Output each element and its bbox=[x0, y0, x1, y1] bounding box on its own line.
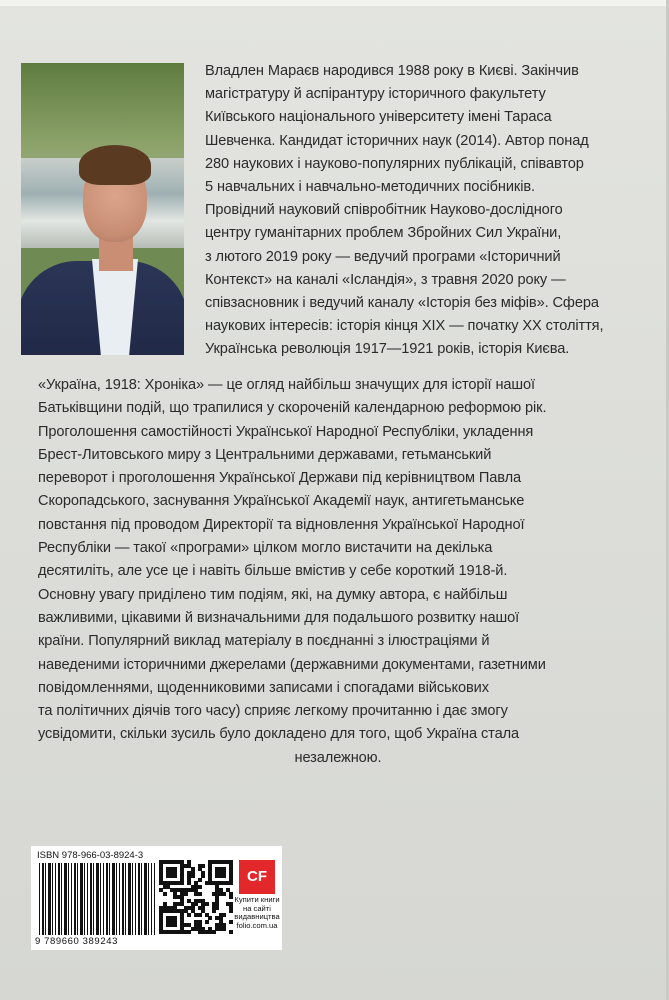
qr-code[interactable] bbox=[159, 860, 233, 934]
bio-line: центру гуманітарних проблем Збройних Сил України, bbox=[205, 225, 562, 242]
page-top-edge bbox=[0, 0, 669, 6]
description-line: «Україна, 1918: Хроніка» — це огляд найбільш значущих для історії нашої bbox=[38, 377, 535, 393]
description-line: усвідомити, скільки зусиль було докладено для того, щоб Україна стала bbox=[38, 726, 520, 743]
description-line: Проголошення самостійності Української Народної Республіки, укладення bbox=[38, 423, 534, 440]
book-description bbox=[38, 374, 638, 770]
bio-line: магістратуру й аспірантуру історичного факультету bbox=[205, 86, 546, 103]
buy-text-line: видавництва bbox=[234, 912, 280, 922]
barcode-number: 9 789660 389243 bbox=[35, 936, 118, 947]
description-line: повідомленнями, щоденниковими записами і спогадами військових bbox=[38, 679, 489, 696]
bio-line: Провідний науковий співробітник Науково-дослідного bbox=[205, 202, 563, 219]
bio-line: 5 навчальних і навчально-методичних посібників. bbox=[205, 179, 535, 196]
bio-line: 280 наукових і науково-популярних публікацій, співавтор bbox=[205, 155, 584, 172]
barcode-bars bbox=[39, 863, 155, 935]
description-line: Скоропадського, заснування Української Академії наук, антигетьманське bbox=[38, 493, 525, 510]
bio-line: Контекст» на каналі «Ісландія», з травня 2020 року — bbox=[205, 271, 566, 288]
description-line: Брест-Литовського миру з Центральними державами, гетьманський bbox=[38, 446, 492, 463]
buy-text-line: Купити книги bbox=[234, 895, 280, 904]
publisher-website[interactable]: folio.com.ua bbox=[236, 920, 278, 930]
description-line: десятиліть, але усе це і навіть більше вмістив у себе короткий 1918-й. bbox=[38, 563, 508, 580]
description-line: Батьківщини подій, що трапилися у скороченій календарною реформою рік. bbox=[38, 400, 547, 417]
description-line: Республіки — такої «програми» цілком могло вистачити на декілька bbox=[38, 540, 493, 557]
bio-line: наукових інтересів: історія кінця XIX — початку XX століття, bbox=[205, 318, 604, 335]
description-line: незалежною. bbox=[294, 749, 382, 766]
description-line: повстання під проводом Директорії та відновлення Української Народної bbox=[38, 516, 525, 533]
author-bio bbox=[205, 60, 660, 362]
description-line: важливими, цікавими й визначальними для подальшого розвитку нашої bbox=[38, 609, 520, 626]
description-line: наведеними історичними джерелами (державними документами, газетними bbox=[38, 656, 546, 673]
author-photo bbox=[21, 63, 184, 355]
publisher-logo: CF bbox=[239, 860, 275, 894]
buy-books-note bbox=[234, 896, 280, 930]
bio-line: Владлен Мараєв народився 1988 року в Києві. Закінчив bbox=[205, 63, 579, 79]
bio-line: з лютого 2019 року — ведучий програми «Історичний bbox=[205, 248, 561, 265]
isbn-label: ISBN 978-966-03-8924-3 bbox=[37, 850, 144, 861]
description-line: та політичних діячів того часу) сприяє легкому прочитанню і дає змогу bbox=[38, 703, 508, 720]
bio-line: співзасновник і ведучий каналу «Історія без міфів». Сфера bbox=[205, 295, 599, 312]
barcode-panel bbox=[31, 846, 282, 950]
bio-line: Шевченка. Кандидат історичних наук (2014). Автор понад bbox=[205, 132, 589, 149]
bio-line: Українська революція 1917—1921 років, історія Києва. bbox=[205, 341, 570, 358]
description-line: Основну увагу приділено тим подіям, які, на думку автора, є найбільш bbox=[38, 586, 508, 603]
bio-line: Київського національного університету імені Тараса bbox=[205, 109, 552, 126]
description-line: переворот і проголошення Української Держави під керівництвом Павла bbox=[38, 470, 522, 487]
buy-text-line: на сайті bbox=[243, 903, 271, 913]
description-line: країни. Популярний виклад матеріалу в поєднанні з ілюстраціями й bbox=[38, 633, 490, 650]
